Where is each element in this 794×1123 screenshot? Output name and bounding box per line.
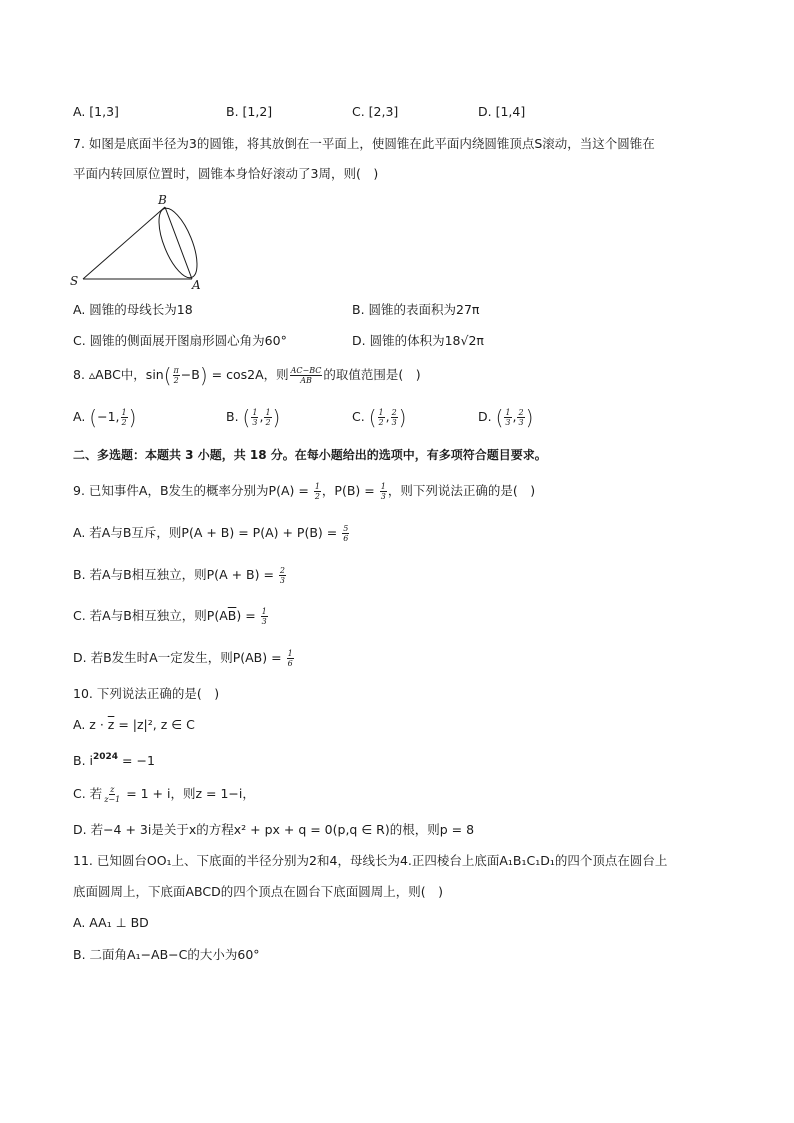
cone-diameter-ab — [165, 207, 192, 279]
label-a: A — [192, 278, 201, 292]
q10-option-c: C. 若 $\frac{z}{z-1}$ = 1 + i，则z = 1−i， — [73, 785, 255, 804]
q10-option-d: D. 若−4 + 3i是关于x的方程x² + px + q = 0(p,q ∈ R)的根，则p = 8 — [73, 822, 475, 837]
q9-option-d: D. 若B发生时A一定发生，则P(AB) = $\frac{1}{6}$ — [73, 649, 293, 668]
q10-option-b: B. $i^{2024} = -1$ — [73, 752, 155, 768]
q8-option-d: D. ( $\frac{1}{3}$ , $\frac{2}{3}$ ) — [478, 405, 534, 430]
q6-option-c: C. [2,3] — [352, 104, 399, 119]
q9-option-a: A. 若A与B互斥，则P(A + B) = P(A) + P(B) = $\frac{5}{6}$ — [73, 524, 349, 543]
q7-stem-line2: 平面内转回原位置时，圆锥本身恰好滚动了3周，则( ) — [73, 166, 379, 181]
q6-option-a: A. [1,3] — [73, 104, 119, 119]
section-heading-multi-choice: 二、多选题：本题共 3 小题，共 18 分。在每小题给出的选项中，有多项符合题目要求。 — [73, 448, 547, 462]
label-s: S — [70, 274, 79, 288]
q11-option-b: B. 二面角A₁−AB−C的大小为60° — [73, 947, 260, 962]
q9-option-c: C. 若A与B相互独立，则$P(A\overline{B})$ = $\frac{1}{3}$ — [73, 607, 267, 626]
q11-option-a: A. AA₁ ⊥ BD — [73, 915, 149, 930]
q11-stem-line2: 底面圆周上，下底面ABCD的四个顶点在圆台下底面圆周上，则( ) — [73, 884, 444, 899]
q9-stem: 9. 已知事件A，B发生的概率分别为P(A) = $\frac{1}{2}$ ，P(B) = $\frac{1}{3}$ ，则下列说法正确的是( ) — [73, 482, 536, 501]
q8-stem: 8. ▵ABC中，sin( $\frac{\pi}{2}$ −B) = cos2A，则 $\frac{AC-BC}{AB}$ 的取值范围是( ) — [73, 363, 421, 388]
label-b: B — [158, 193, 167, 207]
q10-option-a: A. $z \cdot \overline{z} = |z|^2$, z ∈ C — [73, 717, 195, 732]
q7-option-d: D. 圆锥的体积为18√2π — [352, 333, 484, 348]
q7-option-a: A. 圆锥的母线长为18 — [73, 302, 193, 317]
q7-option-b: B. 圆锥的表面积为27π — [352, 302, 480, 317]
q7-cone-figure — [60, 190, 220, 295]
q8-option-c: C. ( $\frac{1}{2}$ , $\frac{2}{3}$ ) — [352, 405, 407, 430]
q8-option-b: B. ( $\frac{1}{3}$ , $\frac{1}{2}$ ) — [226, 405, 281, 430]
q8-option-a: A. (−1, $\frac{1}{2}$ ) — [73, 405, 137, 430]
q10-stem: 10. 下列说法正确的是( ) — [73, 686, 220, 701]
q11-stem-line1: 11. 已知圆台OO₁上、下底面的半径分别为2和4，母线长为4.正四棱台上底面A₁B₁C₁D₁的四个顶点在圆台上 — [73, 853, 668, 868]
q6-option-b: B. [1,2] — [226, 104, 273, 119]
q7-stem-line1: 7. 如图是底面半径为3的圆锥，将其放倒在一平面上，使圆锥在此平面内绕圆锥顶点S滚动，当这个圆锥在 — [73, 136, 655, 151]
cone-generatrix-sb — [83, 207, 165, 279]
q9-option-b: B. 若A与B相互独立，则P(A + B) = $\frac{2}{3}$ — [73, 566, 286, 585]
q6-option-d: D. [1,4] — [478, 104, 526, 119]
q7-option-c: C. 圆锥的侧面展开图扇形圆心角为60° — [73, 333, 287, 348]
